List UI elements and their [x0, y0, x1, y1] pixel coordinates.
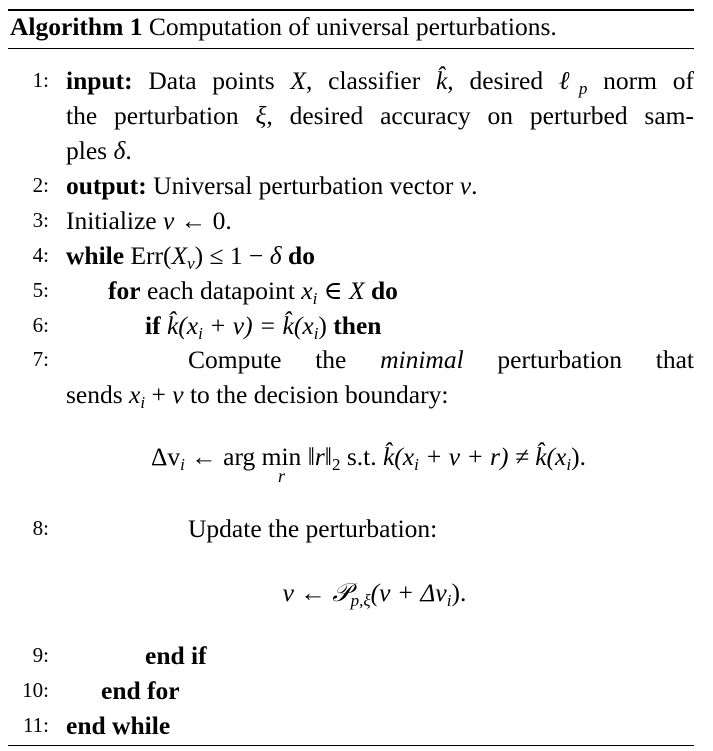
line-5	[8, 273, 694, 308]
line-9	[8, 638, 694, 673]
line-2	[8, 168, 694, 203]
line-text: input: Data points X, classifier k̂, desired ℓ$_p$ norm of	[66, 66, 695, 98]
line-10	[8, 673, 694, 708]
line-number: 9:	[32, 643, 49, 667]
line-number: 5:	[32, 278, 49, 302]
line-text: Initialize v ← 0.	[66, 206, 232, 235]
line-number: 11:	[22, 713, 49, 737]
line-number: 6:	[32, 313, 49, 337]
line-number: 8:	[32, 516, 49, 540]
line-text: end while	[66, 711, 171, 740]
line-text: ples δ.	[66, 136, 132, 165]
line-text: Compute the minimal perturbation that	[188, 345, 694, 374]
line-8	[8, 511, 694, 546]
line-text: while $Err(X_v) \le 1 - \delta$ do	[66, 241, 315, 273]
bottom-rule	[8, 745, 694, 746]
header-rule	[8, 48, 694, 49]
line-text: output: Universal perturbation vector v.	[66, 171, 478, 200]
top-rule	[8, 9, 694, 11]
line-1-cont	[8, 133, 694, 168]
line-number: 7:	[32, 347, 49, 371]
line-text: Update the perturbation:	[188, 514, 438, 543]
line-4	[8, 238, 694, 273]
line-7-cont	[8, 377, 694, 412]
line-11	[8, 708, 694, 743]
equation-update-perturbation: v ← 𝒫$_{p,\xi}$(v + $\Delta v_i$).	[282, 578, 467, 610]
line-number: 1:	[32, 68, 49, 92]
line-number: 10:	[22, 678, 49, 702]
algorithm-title	[10, 12, 557, 42]
line-text: for each datapoint $x_i$ ∈ X do	[108, 276, 398, 308]
algorithm-caption: Computation of universal perturbations.	[148, 12, 557, 41]
line-text: the perturbation ξ, desired accuracy on perturbed sam-	[66, 101, 694, 130]
line-6	[8, 308, 694, 343]
line-number: 2:	[32, 173, 49, 197]
line-number: 3:	[32, 208, 49, 232]
line-7	[8, 342, 694, 377]
algorithm-label: Algorithm 1	[10, 12, 143, 41]
line-3	[8, 203, 694, 238]
line-text: end if	[145, 641, 207, 670]
line-text: end for	[101, 676, 180, 705]
line-1-cont	[8, 98, 694, 133]
line-text: sends $x_i + v$ to the decision boundary:	[66, 380, 449, 412]
line-number: 4:	[32, 243, 49, 267]
equation-minimal-perturbation: $\Delta v_i$ ← arg min r $‖r‖_2$ s.t. $k̂(x_i + v + r)$ ≠ $k̂(x_i)$.	[151, 442, 586, 486]
line-text: if $k̂(x_i + v)$ = $k̂(x_i)$ then	[145, 311, 382, 343]
line-1	[8, 63, 694, 98]
